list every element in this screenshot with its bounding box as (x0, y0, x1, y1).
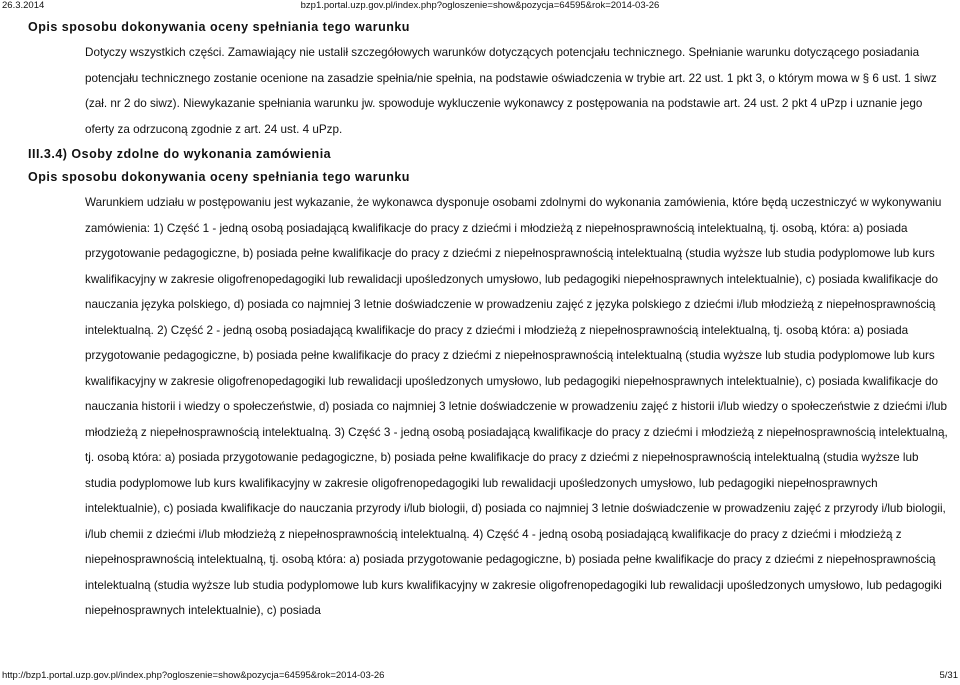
page-number: 5/31 (939, 670, 958, 681)
section-paragraph-technical-potential: Dotyczy wszystkich części. Zamawiający nie ustalił szczegółowych warunków dotyczących potencjału technicznego. Spełnianie warunku dotyczącego posiadania potencjału technicznego zostanie ocenione na zasadzie spełnia/nie spełnia, na podstawie oświadczenia w trybie art. 22 ust. 1 pkt 3, o którym mowa w § 6 ust. 1 siwz (zał. nr 2 do siwz). Niewykazanie spełniania warunku jw. spowoduje wykluczenie wykonawcy z postępowania na podstawie art. 24 ust. 2 pkt 4 uPzp i uznanie jego oferty za odrzuconą zgodnie z art. 24 ust. 4 uPzp. (85, 46, 937, 136)
print-url[interactable]: http://bzp1.portal.uzp.gov.pl/index.php?ogloszenie=show&pozycja=64595&rok=2014-03-26 (2, 670, 385, 681)
section-heading-personnel: III.3.4) Osoby zdolne do wykonania zamówienia (28, 147, 332, 161)
print-header (0, 0, 960, 14)
print-title: bzp1.portal.uzp.gov.pl/index.php?ogloszenie=show&pozycja=64595&rok=2014-03-26 (300, 0, 660, 11)
document-content (28, 15, 952, 624)
section-subheading-assessment: Opis sposobu dokonywania oceny spełniania tego warunku (28, 170, 410, 184)
print-footer (0, 670, 960, 684)
section-heading-assessment: Opis sposobu dokonywania oceny spełniania tego warunku (28, 20, 410, 34)
section-paragraph-personnel: Warunkiem udziału w postępowaniu jest wykazanie, że wykonawca dysponuje osobami zdolnymi do wykonania zamówienia, które będą uczestniczyć w wykonywaniu zamówienia: 1) Część 1 - jedną osobą posiadającą kwalifikacje do pracy z dziećmi i młodzieżą z niepełnosprawnością intelektualną, tj. osobą, która: a) posiada przygotowanie pedagogiczne, b) posiada pełne kwalifikacje do pracy z dziećmi z niepełnosprawnością intelektualną (studia wyższe lub studia podyplomowe lub kurs kwalifikacyjny w zakresie oligofrenopedagogiki lub rewalidacji upośledzonych umysłowo, lub pedagogiki niepełnosprawnych intelektualnie), c) posiada kwalifikacje do nauczania języka polskiego, d) posiada co najmniej 3 letnie doświadczenie w prowadzeniu zajęć z języka polskiego z dziećmi i/lub młodzieżą z niepełnosprawnością intelektualną. 2) Część 2 - jedną osobą posiadającą kwalifikacje do pracy z dziećmi i młodzieżą z niepełnosprawnością intelektualną, tj. osobą która: a) posiada przygotowanie pedagogiczne, b) posiada pełne kwalifikacje do pracy z dziećmi z niepełnosprawnością intelektualną (studia wyższe lub studia podyplomowe lub kurs kwalifikacyjny w zakresie oligofrenopedagogiki lub rewalidacji upośledzonych umysłowo, lub pedagogiki niepełnosprawnych intelektualnie), c) posiada kwalifikacje do nauczania historii i wiedzy o społeczeństwie, d) posiada co najmniej 3 letnie doświadczenie w prowadzeniu zajęć z historii i/lub wiedzy o społeczeństwie z dziećmi i/lub młodzieżą z niepełnosprawnością intelektualną. 3) Część 3 - jedną osobą posiadającą kwalifikacje do pracy z dziećmi i młodzieżą z niepełnosprawnością intelektualną, tj. osobą która: a) posiada przygotowanie pedagogiczne, b) posiada pełne kwalifikacje do pracy z dziećmi z niepełnosprawnością intelektualną (studia wyższe lub studia podyplomowe lub kurs kwalifikacyjny w zakresie oligofrenopedagogiki lub rewalidacji upośledzonych umysłowo, lub pedagogiki niepełnosprawnych intelektualnie), c) posiada kwalifikacje do nauczania przyrody i/lub biologii, d) posiada co najmniej 3 letnie doświadczenie w prowadzeniu zajęć z przyrody i/lub biologii, i/lub chemii z dziećmi i/lub młodzieżą z niepełnosprawnością intelektualną. 4) Część 4 - jedną osobą posiadającą kwalifikacje do pracy z dziećmi i młodzieżą z niepełnosprawnością intelektualną, tj. osobą która: a) posiada przygotowanie pedagogiczne, b) posiada pełne kwalifikacje do pracy z dziećmi z niepełnosprawnością intelektualną (studia wyższe lub studia podyplomowe lub kurs kwalifikacyjny w zakresie oligofrenopedagogiki lub rewalidacji upośledzonych umysłowo, lub pedagogiki niepełnosprawnych intelektualnie), c) posiada (85, 196, 948, 617)
print-date: 26.3.2014 (2, 0, 45, 11)
